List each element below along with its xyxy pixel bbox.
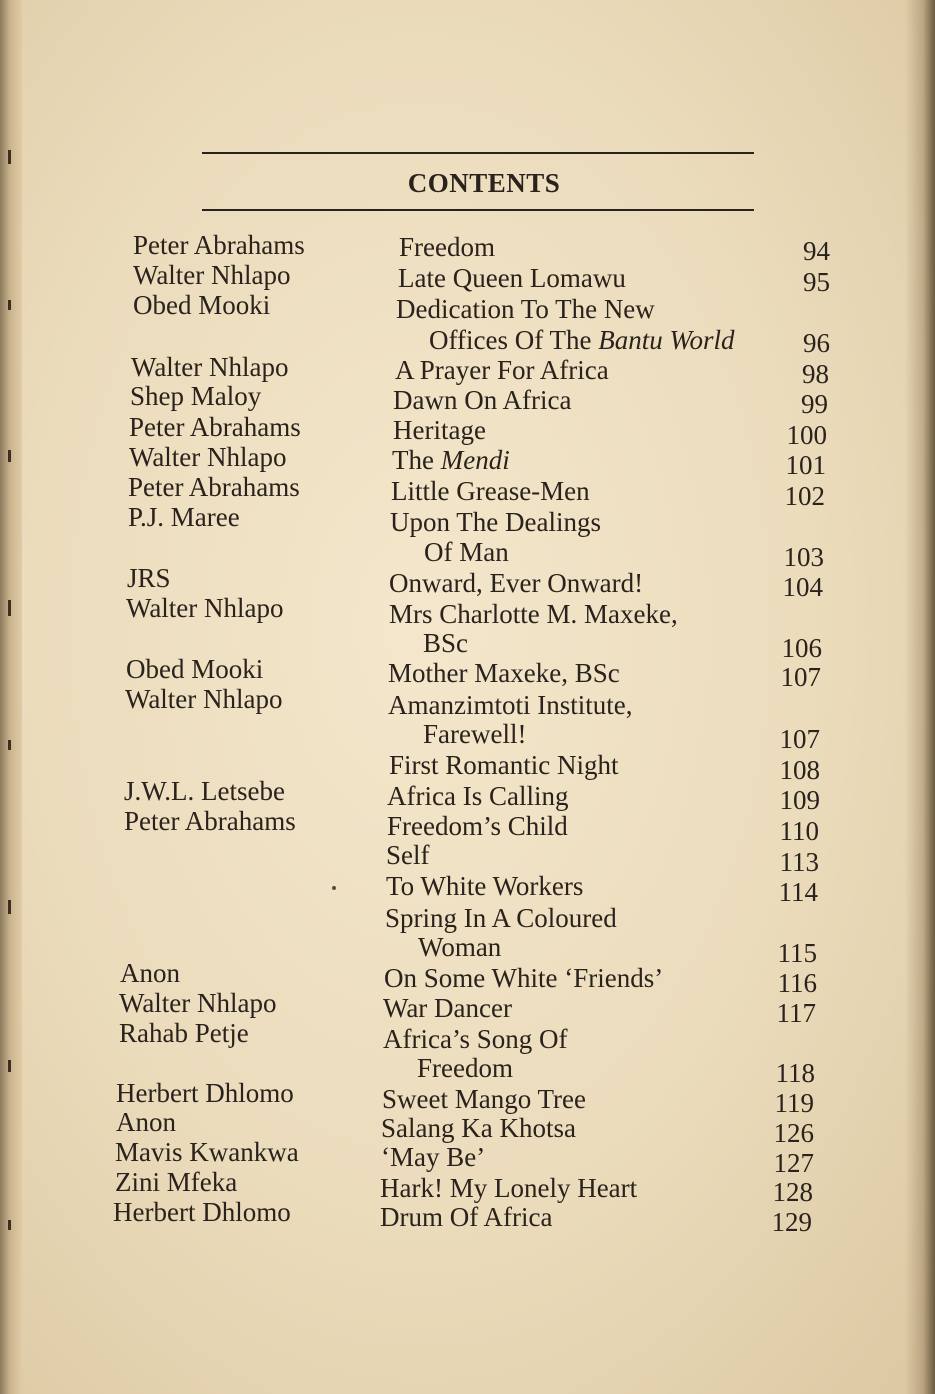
entry-author: Anon [120,958,180,988]
stray-mark [332,886,336,890]
entry-title: Spring In A Coloured [385,903,617,933]
entry-title: Heritage [393,415,486,445]
entry-title: Little Grease-Men [391,476,590,506]
entry-title: Self [386,840,430,870]
entry-title: Freedom’s Child [387,811,568,841]
entry-page: 117 [776,998,816,1028]
entry-title: Onward, Ever Onward! [389,568,644,598]
entry-author: Walter Nhlapo [126,593,284,623]
entry-author: Mavis Kwankwa [115,1137,299,1167]
entry-title: Dedication To The New [396,294,655,324]
entry-author: P.J. Maree [128,502,240,532]
entry-title: Africa Is Calling [387,781,569,811]
entry-title: Africa’s Song Of [383,1024,568,1054]
entry-page: 98 [802,359,829,389]
entry-title-continuation: BSc [423,628,469,658]
entry-title: Freedom [399,232,495,262]
entry-author: Herbert Dhlomo [116,1078,294,1108]
entry-title: Salang Ka Khotsa [381,1113,576,1143]
entry-author: J.W.L. Letsebe [124,776,285,806]
entry-author: Peter Abrahams [128,472,300,502]
entry-author: JRS [127,563,171,593]
entry-page: 101 [785,450,826,480]
entry-author: Walter Nhlapo [131,352,289,382]
entry-title: Mother Maxeke, BSc [388,658,620,688]
entry-author: Peter Abrahams [124,806,296,836]
entry-page: 110 [779,816,819,846]
entry-page: 94 [803,236,830,266]
entry-page: 99 [801,389,828,419]
entry-page: 118 [775,1058,815,1088]
entry-title [392,445,510,475]
entry-title-continuation: Of Man [424,537,509,567]
entry-page: 96 [803,328,830,358]
entry-title-continuation: Woman [418,932,502,962]
entry-author: Walter Nhlapo [133,260,291,290]
entry-author: Peter Abrahams [129,412,301,442]
title-text: Offices Of The [429,325,599,355]
entry-page: 104 [782,572,823,602]
entry-title: A Prayer For Africa [395,355,609,385]
entry-page: 109 [779,785,820,815]
entry-title-continuation: Freedom [417,1053,513,1083]
entry-title: Hark! My Lonely Heart [380,1173,638,1203]
entry-page: 113 [779,847,819,877]
entry-author: Walter Nhlapo [119,988,277,1018]
entry-page: 127 [773,1148,814,1178]
entry-page: 129 [771,1207,812,1237]
title-italic-text: Mendi [440,445,510,475]
entry-page: 107 [779,724,820,754]
entry-title: Late Queen Lomawu [398,263,626,293]
entry-author: Peter Abrahams [133,230,305,260]
entry-author: Walter Nhlapo [125,684,283,714]
entry-title-continuation [429,325,734,355]
entry-title: Dawn On Africa [393,385,572,415]
entry-page: 128 [772,1177,813,1207]
entry-title: On Some White ‘Friends’ [384,963,664,993]
title-italic-text: Bantu World [598,325,735,355]
entry-page: 107 [780,662,821,692]
entry-title: To White Workers [386,871,584,901]
entry-page: 114 [778,877,818,907]
entry-title: Upon The Dealings [390,507,601,537]
entry-page: 115 [777,938,817,968]
entry-page: 106 [781,633,822,663]
entry-title: Drum Of Africa [380,1202,553,1232]
entry-page: 100 [786,420,827,450]
entry-author: Herbert Dhlomo [113,1197,291,1227]
entry-title: Amanzimtoti Institute, [388,690,633,720]
entry-page: 119 [774,1088,814,1118]
entry-title: Mrs Charlotte M. Maxeke, [389,599,678,629]
entry-page: 103 [783,542,824,572]
entry-page: 116 [777,968,817,998]
entry-page: 108 [779,755,820,785]
entry-title: War Dancer [383,993,512,1023]
entry-author: Anon [116,1107,176,1137]
entry-author: Obed Mooki [126,654,264,684]
entry-author: Obed Mooki [133,290,271,320]
entry-author: Zini Mfeka [115,1167,238,1197]
entry-author: Walter Nhlapo [129,442,287,472]
entry-page: 102 [784,481,825,511]
entry-title: Sweet Mango Tree [382,1084,586,1114]
entry-page: 95 [803,267,830,297]
entry-title: ‘May Be’ [381,1142,486,1172]
title-text: The [392,445,441,475]
entry-title: First Romantic Night [389,750,619,780]
entry-title-continuation: Farewell! [423,719,527,749]
entry-page: 126 [773,1118,814,1148]
page-title: CONTENTS [407,168,561,198]
entry-author: Shep Maloy [130,381,262,411]
entry-author: Rahab Petje [119,1018,249,1048]
